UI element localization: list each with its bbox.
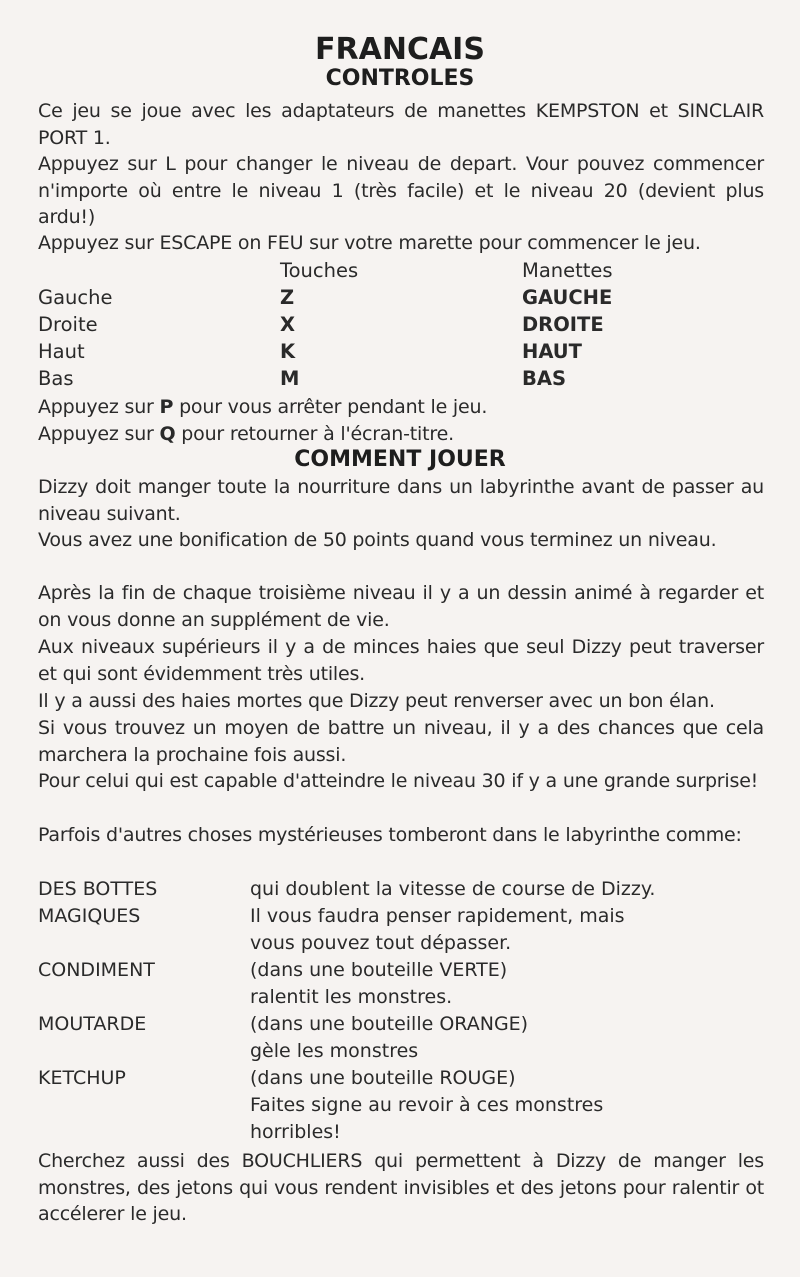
howto-paragraph: Dizzy doit manger toute la nourriture dans un labyrinthe avant de passer au niveau suivant. bbox=[38, 476, 764, 525]
howto-heading: COMMENT JOUER bbox=[294, 447, 506, 472]
item-description bbox=[250, 957, 750, 1011]
item-name-line: MAGIQUES bbox=[38, 904, 141, 927]
joystick-value: GAUCHE bbox=[522, 286, 613, 309]
item-name bbox=[38, 1011, 248, 1038]
key-value: X bbox=[280, 313, 296, 336]
key-value: M bbox=[280, 367, 300, 390]
controls-header-row bbox=[38, 257, 764, 284]
joystick-column-header: Manettes bbox=[522, 259, 613, 282]
joystick-value: HAUT bbox=[522, 340, 582, 363]
howto-paragraph: Il y a aussi des haies mortes que Dizzy peut renverser avec un bon élan. bbox=[38, 690, 715, 712]
howto-paragraph: Si vous trouvez un moyen de battre un niveau, il y a des chances que cela marchera la prochaine fois aussi. bbox=[38, 717, 764, 766]
howto-paragraph: Après la fin de chaque troisième niveau il y a un dessin animé à regarder et on vous donne an supplément de vie. bbox=[38, 582, 764, 631]
keys-column-header: Touches bbox=[280, 259, 359, 282]
intro-paragraph: Appuyez sur ESCAPE on FEU sur votre marette pour commencer le jeu. bbox=[38, 232, 701, 254]
item-desc-line: (dans une bouteille ROUGE) bbox=[250, 1067, 516, 1089]
pause-text: Appuyez sur bbox=[38, 396, 160, 418]
pause-instruction bbox=[38, 394, 764, 421]
item-name-line: MOUTARDE bbox=[38, 1013, 147, 1035]
key-value: Z bbox=[280, 286, 295, 309]
item-entry bbox=[38, 957, 764, 1011]
item-entry bbox=[38, 1011, 764, 1065]
howto-paragraph: Vous avez une bonification de 50 points quand vous terminez un niveau. bbox=[38, 529, 717, 551]
item-name-line: CONDIMENT bbox=[38, 959, 155, 981]
item-description bbox=[250, 1065, 750, 1145]
closing-paragraph: Cherchez aussi des BOUCHLIERS qui permettent à Dizzy de manger les monstres, des jetons qui vous rendent invisibles et des jetons pour ralentir ot accélerer le jeu. bbox=[38, 1150, 764, 1226]
direction-label: Bas bbox=[38, 367, 74, 390]
controls-heading: CONTROLES bbox=[325, 66, 475, 91]
item-desc-line: vous pouvez tout dépasser. bbox=[250, 931, 512, 954]
item-name-line: KETCHUP bbox=[38, 1067, 126, 1089]
controls-row bbox=[38, 311, 764, 338]
item-desc-line: ralentit les monstres. bbox=[250, 985, 453, 1008]
page-title: FRANCAIS bbox=[315, 32, 485, 67]
item-desc-line: Faites signe au revoir à ces monstres bbox=[250, 1093, 604, 1116]
item-desc-line: Il vous faudra penser rapidement, mais bbox=[250, 904, 625, 927]
quit-text: Appuyez sur bbox=[38, 423, 160, 445]
howto-paragraph: Parfois d'autres choses mystérieuses tomberont dans le labyrinthe comme: bbox=[38, 824, 742, 846]
key-value: K bbox=[280, 340, 296, 363]
item-name bbox=[38, 1065, 248, 1092]
item-desc-line: gèle les monstres bbox=[250, 1039, 419, 1062]
item-desc-line: horribles! bbox=[250, 1120, 341, 1143]
quit-instruction bbox=[38, 421, 764, 448]
joystick-value: DROITE bbox=[522, 313, 604, 336]
intro-paragraph: Appuyez sur L pour changer le niveau de depart. Vour pouvez commencer n'importe où entre le niveau 1 (très facile) et le niveau 20 (devient plus ardu!) bbox=[38, 153, 764, 229]
direction-label: Droite bbox=[38, 313, 98, 336]
pause-key: P bbox=[159, 396, 174, 418]
pause-text: pour vous arrêter pendant le jeu. bbox=[173, 396, 488, 418]
item-name bbox=[38, 876, 248, 930]
item-description bbox=[250, 1011, 750, 1065]
controls-row bbox=[38, 365, 764, 392]
quit-key: Q bbox=[159, 423, 176, 445]
joystick-value: BAS bbox=[522, 367, 566, 390]
item-name-line: DES BOTTES bbox=[38, 878, 158, 900]
item-desc-line: qui doublent la vitesse de course de Dizzy. bbox=[250, 878, 656, 900]
controls-row bbox=[38, 284, 764, 311]
direction-label: Haut bbox=[38, 340, 85, 363]
howto-paragraph: Pour celui qui est capable d'atteindre le niveau 30 if y a une grande surprise! bbox=[38, 770, 759, 792]
direction-label: Gauche bbox=[38, 286, 113, 309]
item-entry bbox=[38, 876, 764, 957]
item-description bbox=[250, 876, 750, 956]
quit-text: pour retourner à l'écran-titre. bbox=[175, 423, 454, 445]
item-desc-line: (dans une bouteille VERTE) bbox=[250, 959, 508, 981]
item-desc-line: (dans une bouteille ORANGE) bbox=[250, 1013, 529, 1035]
item-entry bbox=[38, 1065, 764, 1146]
item-name bbox=[38, 957, 248, 984]
intro-paragraph: Ce jeu se joue avec les adaptateurs de manettes KEMPSTON et SINCLAIR PORT 1. bbox=[38, 100, 764, 149]
controls-row bbox=[38, 338, 764, 365]
howto-paragraph: Aux niveaux supérieurs il y a de minces haies que seul Dizzy peut traverser et qui sont évidemment très utiles. bbox=[38, 636, 764, 685]
